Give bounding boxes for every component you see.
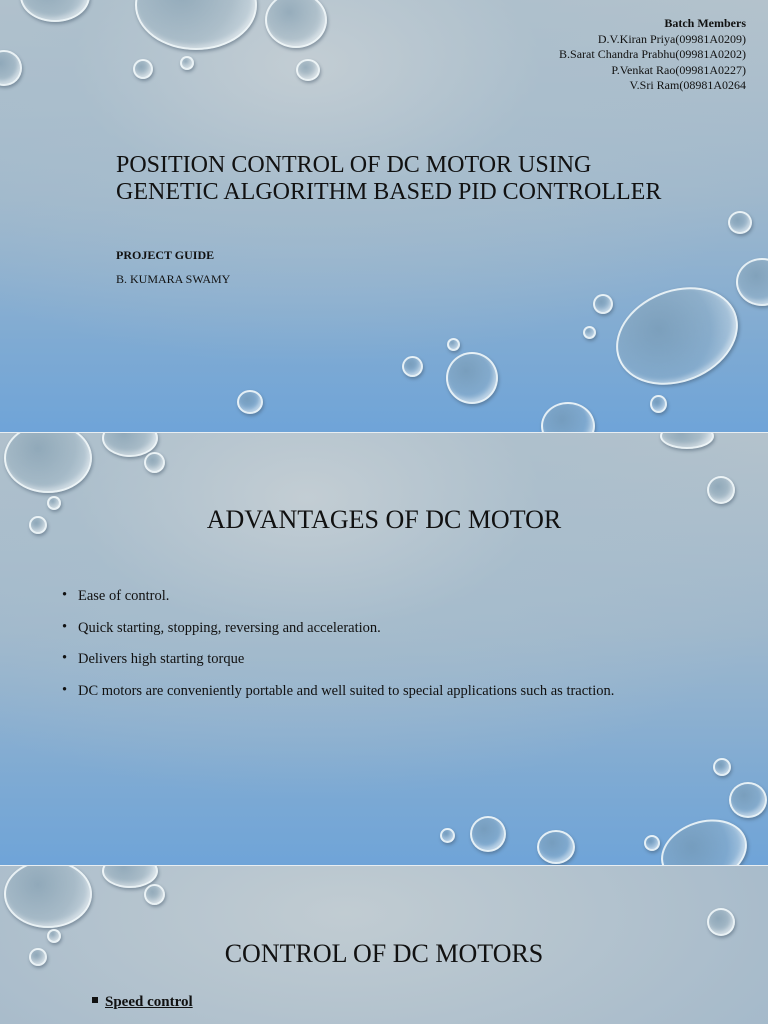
water-drop-decoration xyxy=(660,433,714,449)
list-item: • Delivers high starting torque xyxy=(62,651,614,668)
water-drop-decoration xyxy=(237,390,263,414)
batch-member: B.Sarat Chandra Prabhu(09981A0202) xyxy=(559,47,746,61)
water-drop-decoration xyxy=(537,830,575,864)
water-drop-decoration xyxy=(133,59,153,79)
water-drop-decoration xyxy=(650,395,667,413)
water-drop-decoration xyxy=(135,0,257,50)
water-drop-decoration xyxy=(707,476,735,504)
slide-advantages xyxy=(0,433,768,865)
speed-control-label: Speed control xyxy=(105,994,193,1010)
slide-control xyxy=(0,866,768,1024)
list-item: • Quick starting, stopping, reversing and acceleration. xyxy=(62,620,614,637)
water-drop-decoration xyxy=(653,809,756,865)
project-guide-label: PROJECT GUIDE xyxy=(116,248,215,262)
water-drop-decoration xyxy=(4,866,92,928)
water-drop-decoration xyxy=(447,338,460,351)
batch-member: D.V.Kiran Priya(09981A0209) xyxy=(597,31,746,46)
slide-title xyxy=(0,0,768,432)
water-drop-decoration xyxy=(728,211,752,234)
batch-member: V.Sri Ram(08981A0264 xyxy=(629,78,746,92)
water-drop-decoration xyxy=(593,294,613,314)
water-drop-decoration xyxy=(713,758,731,776)
advantages-list xyxy=(62,588,614,714)
presentation-title: POSITION CONTROL OF DC MOTOR USING GENETIC ALGORITHM BASED PID CONTROLLER xyxy=(116,152,662,205)
water-drop-decoration xyxy=(144,452,165,473)
speed-control-item xyxy=(92,994,193,1011)
list-item: • Ease of control. xyxy=(62,588,614,605)
project-guide-name: B. KUMARA SWAMY xyxy=(116,272,231,286)
water-drop-decoration xyxy=(265,0,327,48)
water-drop-decoration xyxy=(144,884,165,905)
water-drop-decoration xyxy=(644,835,660,851)
batch-members-header: Batch Members xyxy=(664,16,746,30)
water-drop-decoration xyxy=(601,270,752,403)
batch-members-block xyxy=(559,16,746,94)
water-drop-decoration xyxy=(446,352,498,404)
water-drop-decoration xyxy=(0,50,22,86)
slide-heading: ADVANTAGES OF DC MOTOR xyxy=(206,505,562,534)
batch-member: P.Venkat Rao(09981A0227) xyxy=(611,62,746,77)
water-drop-decoration xyxy=(402,356,423,377)
list-item: • DC motors are conveniently portable and well suited to special applications such as traction. xyxy=(62,683,614,700)
slide-heading: CONTROL OF DC MOTORS xyxy=(224,939,544,968)
square-bullet-icon xyxy=(92,997,98,1003)
water-drop-decoration xyxy=(736,258,768,306)
water-drop-decoration xyxy=(541,402,595,432)
water-drop-decoration xyxy=(180,56,194,70)
water-drop-decoration xyxy=(4,433,92,493)
water-drop-decoration xyxy=(296,59,320,81)
water-drop-decoration xyxy=(707,908,735,936)
water-drop-decoration xyxy=(20,0,90,22)
water-drop-decoration xyxy=(440,828,455,843)
water-drop-decoration xyxy=(583,326,596,339)
water-drop-decoration xyxy=(729,782,767,818)
water-drop-decoration xyxy=(470,816,506,852)
